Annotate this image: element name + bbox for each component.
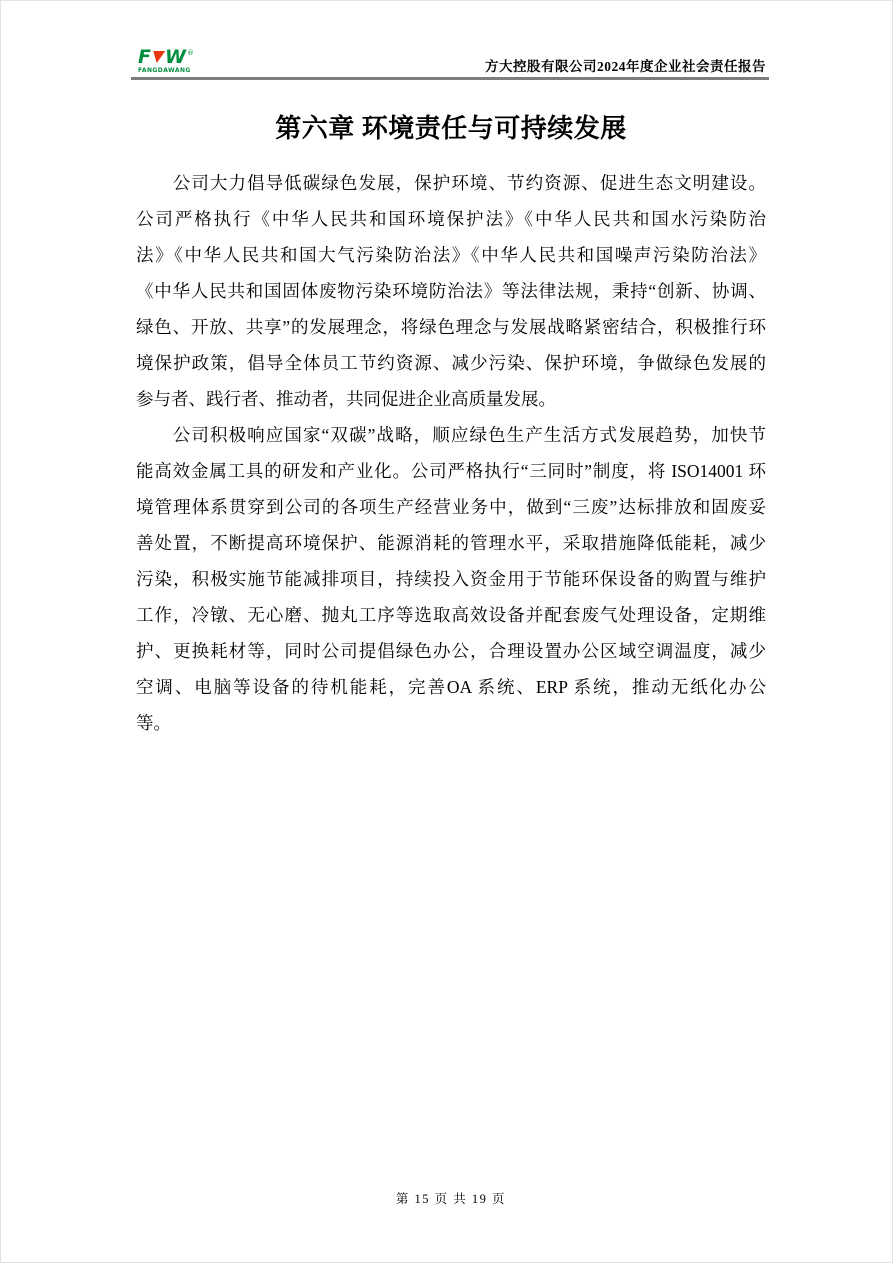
- text-line: 境保护政策，倡导全体员工节约资源、减少污染、保护环境，争做绿色发展的: [136, 353, 766, 373]
- logo-letter-f: F: [138, 46, 150, 68]
- company-logo: [138, 46, 198, 74]
- text-line: 境管理体系贯穿到公司的各项生产经营业务中，做到“三废”达标排放和固废妥: [136, 497, 766, 517]
- registered-trademark-icon: ®: [186, 49, 194, 57]
- page-header: [136, 47, 766, 77]
- text-line: 公司严格执行《中华人民共和国环境保护法》《中华人民共和国水污染防治: [136, 209, 766, 229]
- text-line: 善处置，不断提高环境保护、能源消耗的管理水平，采取措施降低能耗，减少: [136, 533, 766, 553]
- document-header-title: 方大控股有限公司2024年度企业社会责任报告: [485, 59, 766, 74]
- text-line: 工作，冷镦、无心磨、抛丸工序等选取高效设备并配套废气处理设备，定期维: [136, 605, 766, 625]
- page-number: 第 15 页 共 19 页: [395, 1192, 507, 1206]
- text-line: 绿色、开放、共享”的发展理念，将绿色理念与发展战略紧密结合，积极推行环: [136, 317, 766, 337]
- text-line: 空调、电脑等设备的待机能耗，完善OA 系统、ERP 系统，推动无纸化办公: [136, 677, 766, 697]
- chapter-title: 第六章 环境责任与可持续发展: [275, 114, 627, 143]
- logo-subtext: FANGDAWANG: [138, 67, 191, 74]
- text-line: 公司大力倡导低碳绿色发展，保护环境、节约资源、促进生态文明建设。: [172, 173, 766, 193]
- text-line: 《中华人民共和国固体废物污染环境防治法》等法律法规，秉持“创新、协调、: [136, 281, 766, 301]
- header-divider: [131, 77, 769, 80]
- text-line: 法》《中华人民共和国大气污染防治法》《中华人民共和国噪声污染防治法》: [136, 245, 766, 265]
- text-line: 公司积极响应国家“双碳”战略，顺应绿色生产生活方式发展趋势，加快节: [172, 425, 766, 445]
- text-line: 能高效金属工具的研发和产业化。公司严格执行“三同时”制度，将 ISO14001 环: [136, 461, 766, 481]
- text-line: 等。: [136, 713, 171, 733]
- text-line: 污染，积极实施节能减排项目，持续投入资金用于节能环保设备的购置与维护: [136, 569, 766, 589]
- text-line: 参与者、践行者、推动者，共同促进企业高质量发展。: [136, 389, 556, 409]
- logo-mark: [138, 46, 198, 68]
- body-text: [136, 165, 766, 741]
- text-line: 护、更换耗材等，同时公司提倡绿色办公，合理设置办公区域空调温度，减少: [136, 641, 766, 661]
- logo-triangle-icon: [151, 51, 166, 63]
- logo-letter-w: W: [164, 46, 185, 68]
